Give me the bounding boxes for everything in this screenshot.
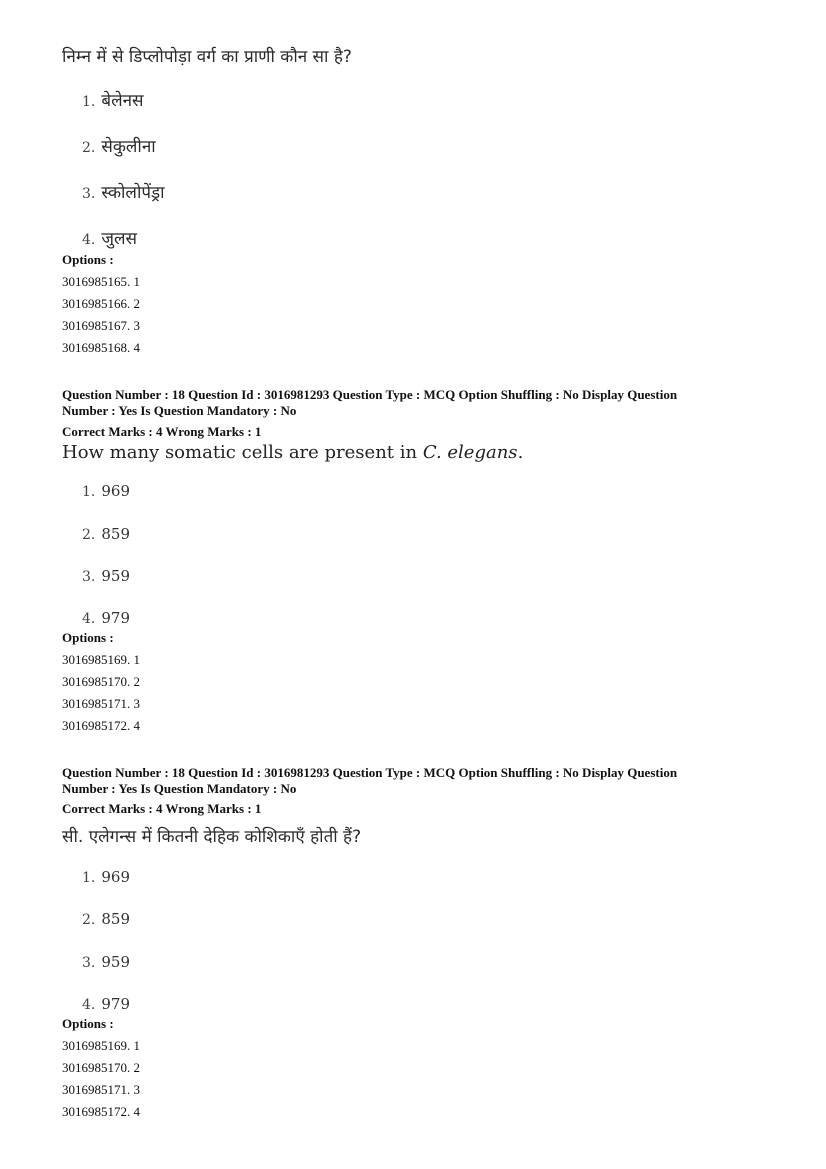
choice-item [82,180,165,203]
choice-label: 979 [101,609,130,627]
choice-label: 969 [101,482,130,500]
choice-item [82,88,144,111]
choice-label: 979 [101,995,130,1013]
option-id-line: 3016985170. 2 [62,674,140,689]
choice-item [82,482,130,500]
choice-item [82,953,130,971]
option-id-line: 3016985172. 4 [62,1104,140,1119]
option-id-line: 3016985171. 3 [62,1082,140,1097]
choice-label: बेलेनस [101,91,144,111]
question-meta [62,387,762,419]
choice-number: 2. [82,912,96,928]
option-id-line: 3016985170. 2 [62,1060,140,1075]
choice-number: 4. [82,611,96,627]
choice-label: 859 [101,910,130,928]
choice-item [82,567,130,585]
option-id-line: 3016985169. 1 [62,1038,140,1053]
question-marks: Correct Marks : 4 Wrong Marks : 1 [62,801,262,816]
choice-label: जुलस [101,229,137,249]
question-meta-line: Question Number : 18 Question Id : 3016981293 Question Type : MCQ Option Shuffling : No Display Question [62,387,678,402]
choice-item [82,226,137,249]
choice-label: 959 [101,953,130,971]
question-marks: Correct Marks : 4 Wrong Marks : 1 [62,424,262,439]
question-meta-line: Number : Yes Is Question Mandatory : No [62,403,297,418]
choice-label: 959 [101,567,130,585]
choice-item [82,134,156,157]
choice-item [82,995,130,1013]
question-meta-line: Number : Yes Is Question Mandatory : No [62,781,297,796]
option-id-line: 3016985165. 1 [62,274,140,289]
choice-label: स्कोलोपेंड्रा [101,183,165,203]
option-id-line: 3016985168. 4 [62,340,140,355]
options-heading: Options : [62,252,114,267]
choice-number: 3. [82,186,96,202]
option-id-line: 3016985167. 3 [62,318,140,333]
question-meta-line: Question Number : 18 Question Id : 3016981293 Question Type : MCQ Option Shuffling : No Display Question [62,765,678,780]
options-heading: Options : [62,630,114,645]
question-text-part: . [517,442,524,463]
choice-number: 4. [82,997,96,1013]
question-text-part: How many somatic cells are present in [62,442,423,463]
choice-number: 3. [82,955,96,971]
question-text-english [62,442,523,463]
choice-item [82,868,130,886]
question-text-hindi: सी. एलेगन्स में कितनी देहिक कोशिकाएँ होती हैं? [62,827,362,847]
choice-number: 1. [82,94,96,110]
question-meta [62,765,762,797]
option-id-line: 3016985172. 4 [62,718,140,733]
options-heading: Options : [62,1016,114,1031]
choice-label: 859 [101,525,130,543]
choice-number: 1. [82,870,96,886]
choice-item [82,910,130,928]
choice-number: 2. [82,140,96,156]
option-id-line: 3016985169. 1 [62,652,140,667]
choice-label: 969 [101,868,130,886]
choice-number: 2. [82,527,96,543]
question-text-species: C. elegans [422,442,518,463]
choice-item [82,525,130,543]
choice-number: 3. [82,569,96,585]
option-id-line: 3016985171. 3 [62,696,140,711]
choice-item [82,609,130,627]
choice-label: सेकुलीना [101,137,156,157]
choice-number: 4. [82,232,96,248]
choice-number: 1. [82,484,96,500]
question-text-hindi: निम्न में से डिप्लोपोड़ा वर्ग का प्राणी कौन सा है? [62,47,352,67]
option-id-line: 3016985166. 2 [62,296,140,311]
